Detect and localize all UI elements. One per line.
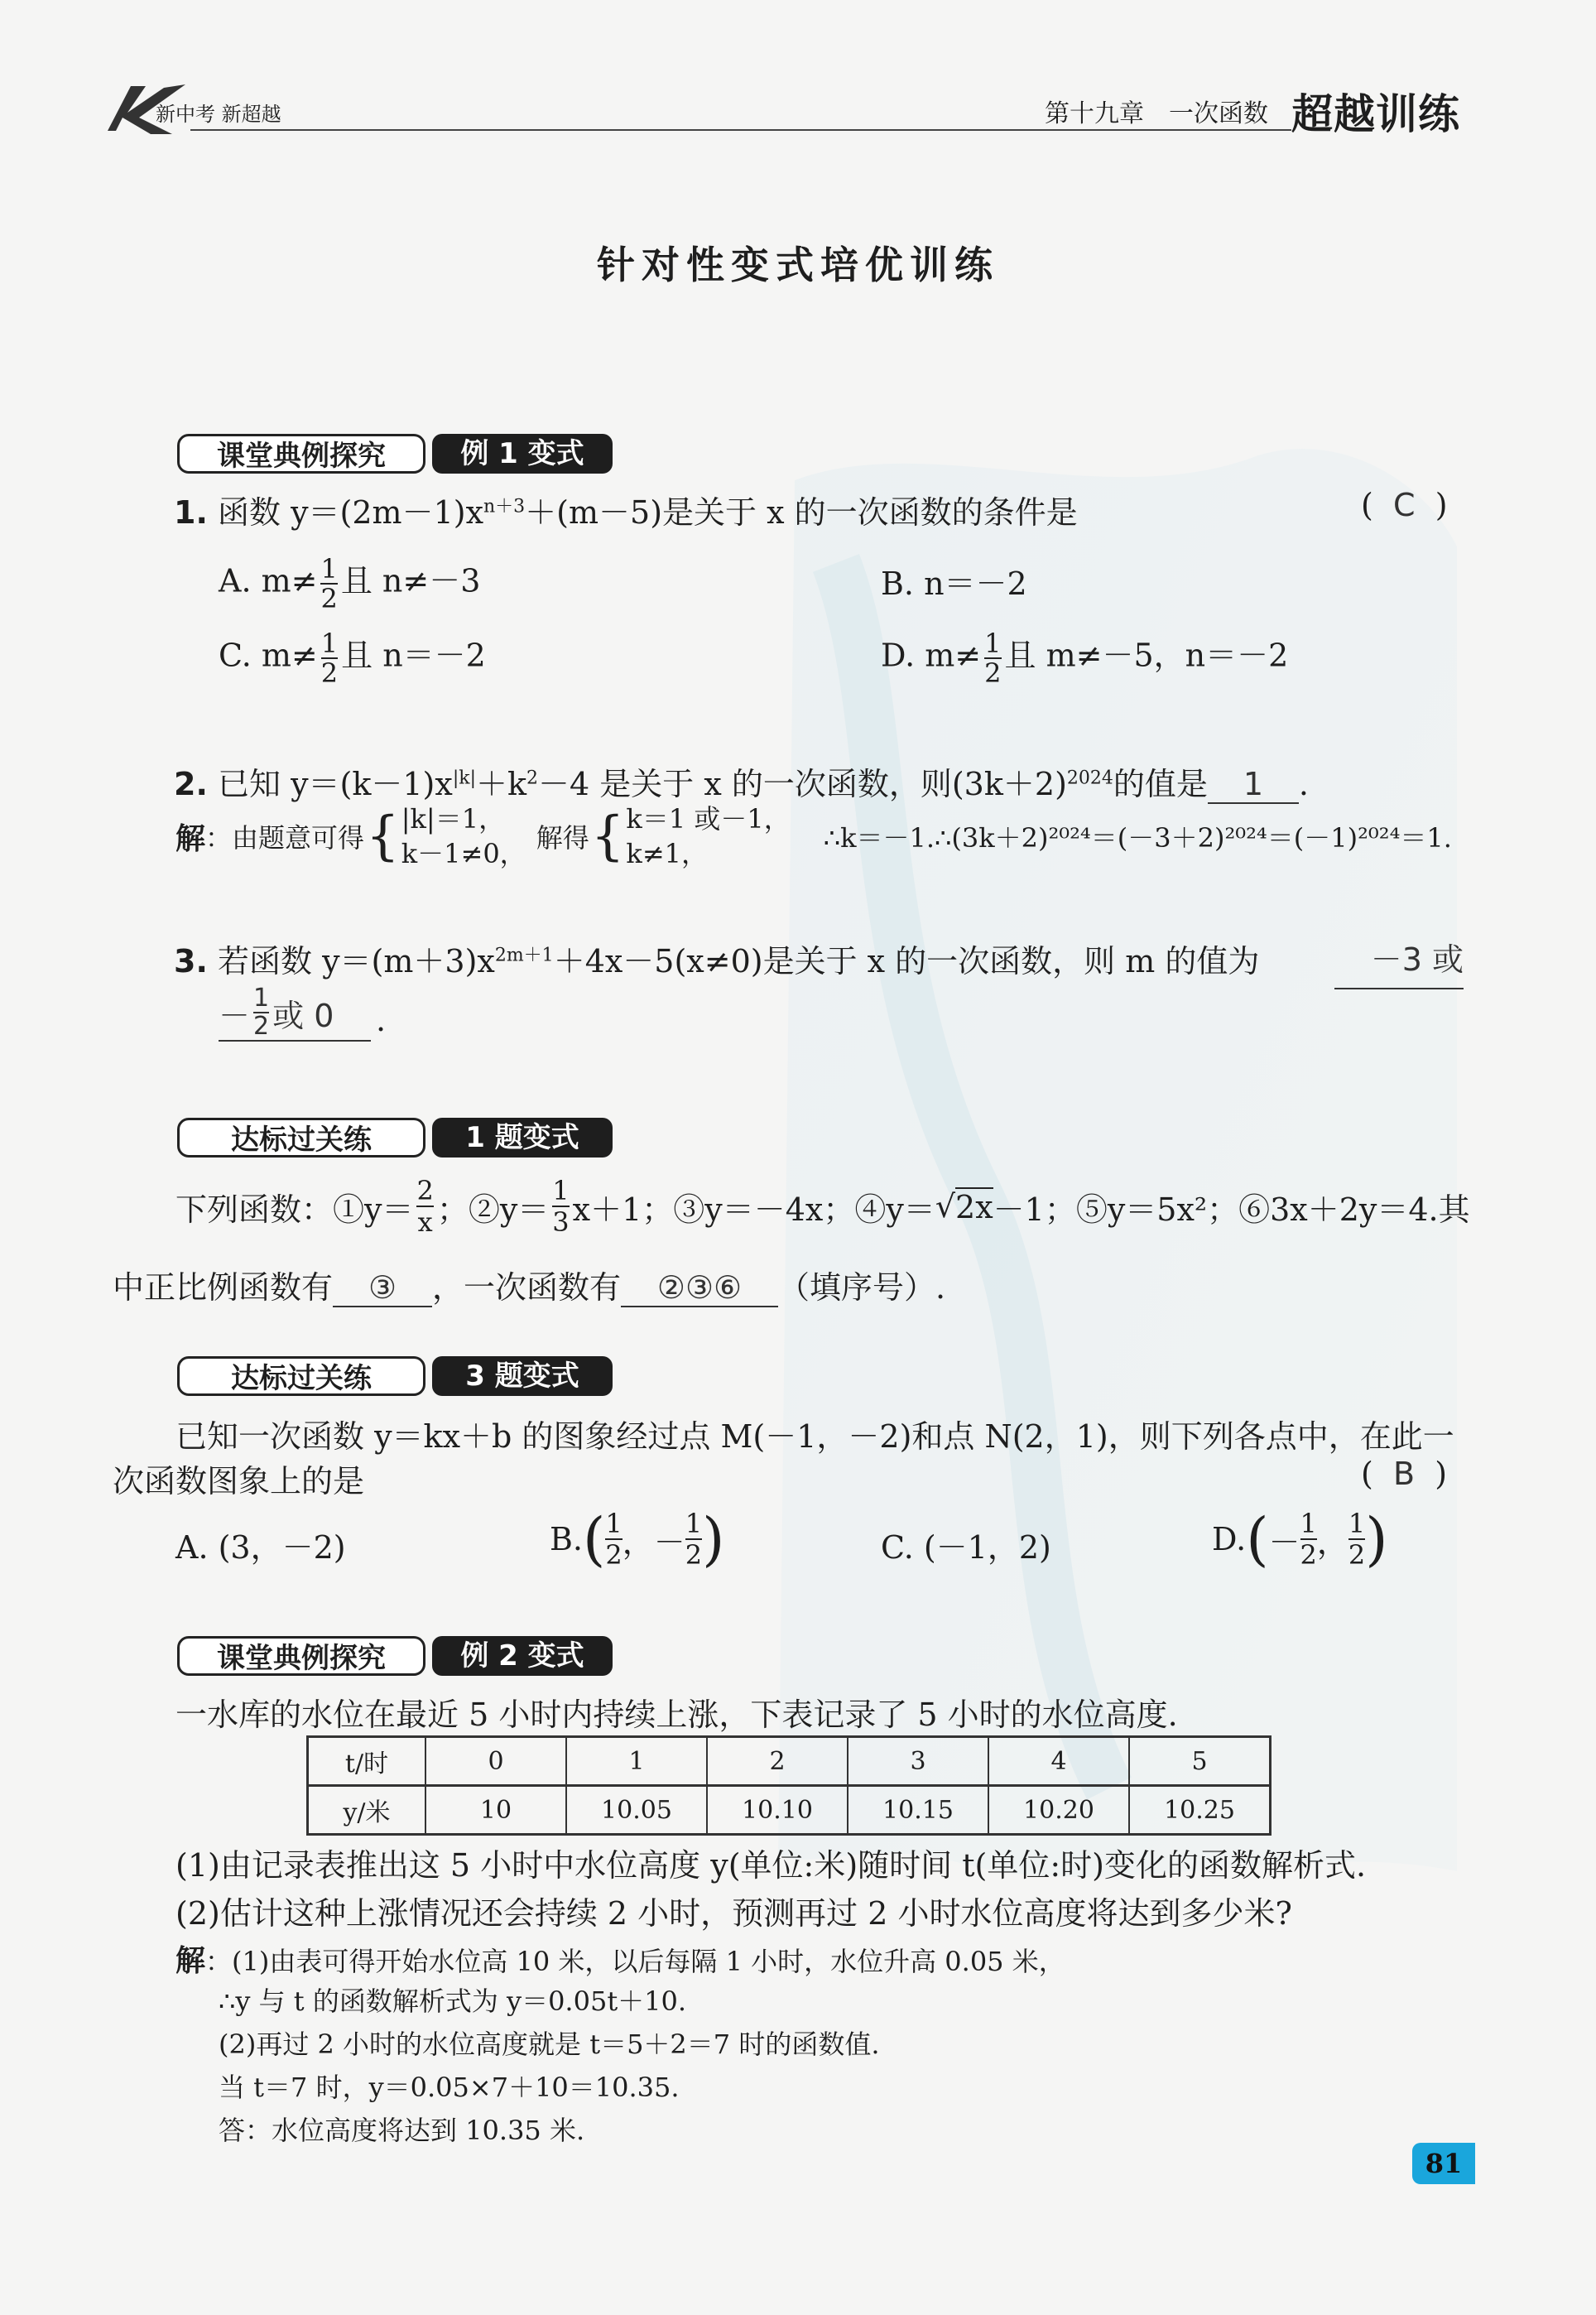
section-sub-tag: 例 2 变式 <box>432 1636 613 1676</box>
section-tag-classroom: 课堂典例探究 <box>177 1636 425 1676</box>
question-1-option-a: A. m≠ $\frac{1}{2}$ 且 n≠－3 <box>219 553 481 614</box>
question-6-solution-2: ∴y 与 t 的函数解析式为 y＝0.05t＋10. <box>219 1985 687 2017</box>
table-cell: 0 <box>425 1737 566 1786</box>
question-5-option-b: B. ( 1 2 ，－ 1 2 ) <box>550 1505 725 1573</box>
section-sub-tag: 例 1 变式 <box>432 434 613 474</box>
question-2-answer: 1 <box>1208 766 1299 804</box>
question-6-part2: (2)估计这种上涨情况还会持续 2 小时，预测再过 2 小时水位高度将达到多少米? <box>175 1895 1292 1932</box>
question-6-intro: 一水库的水位在最近 5 小时内持续上涨，下表记录了 5 小时的水位高度. <box>175 1697 1178 1733</box>
table-cell: 4 <box>988 1737 1129 1786</box>
table-cell: 10 <box>425 1786 566 1835</box>
question-5-line2: 次函数图象上的是 <box>113 1463 365 1499</box>
question-4-answer-2: ②③⑥ <box>621 1269 778 1307</box>
question-6-solution-5: 答：水位高度将达到 10.35 米. <box>219 2115 585 2146</box>
header-brand: 新中考 新超越 <box>156 103 281 126</box>
question-1-stem: 1. 函数 $y=(2m-1)x^{n+3}+(m-5)$是关于 x 的一次函数的条件是 <box>174 494 1078 531</box>
table-cell: 10.20 <box>988 1786 1129 1835</box>
question-2-stem: 2. 已知 $y=(k-1)x^{|k|}+k^2-4$ 是关于 x 的一次函数，则$(3k+2)^{2024}$的值是 1 . <box>174 766 1310 802</box>
water-level-table <box>306 1735 1272 1836</box>
table-cell: 10.05 <box>566 1786 707 1835</box>
question-6-solution-1: 解：(1)由表可得开始水位高 10 米，以后每隔 1 小时，水位升高 0.05 米， <box>175 1944 1065 1978</box>
table-cell: 5 <box>1129 1737 1271 1786</box>
question-1-answer: ( C ) <box>1361 487 1448 523</box>
header-chapter: 第十九章 一次函数 <box>1045 99 1268 128</box>
question-5-option-c: C. (－1，2) <box>881 1529 1051 1566</box>
question-6-solution-3: (2)再过 2 小时的水位高度就是 t＝5＋2＝7 时的函数值. <box>219 2029 880 2060</box>
section-sub-tag: 1 题变式 <box>432 1118 613 1158</box>
question-4-line1: 下列函数：①y＝ 2 x ；②y＝ 1 3 x＋1；③y＝－4x；④y＝ √ 2x －1；⑤y＝5x²；⑥3x＋2y＝4.其 <box>175 1175 1470 1238</box>
table-cell: t/时 <box>308 1737 426 1786</box>
table-cell: 10.15 <box>848 1786 988 1835</box>
section-sub-tag: 3 题变式 <box>432 1356 613 1396</box>
table-row <box>308 1737 1271 1786</box>
table-cell: 2 <box>707 1737 848 1786</box>
question-3-answer-line1: －3 或 <box>1334 934 1464 989</box>
question-2-solution: 解 ：由题意可得 { |k|＝1， k－1≠0， 解得 { k＝1 或－1， k≠1， ∴k＝－1.∴(3k＋2)²⁰²⁴＝(－3＋2)²⁰²⁴＝(－1)²⁰²⁴＝1. <box>175 803 1452 869</box>
question-5-option-a: A. (3，－2) <box>175 1529 346 1566</box>
question-3-stem: 3. 若函数 $y=(m+3)x^{2m+1}+4x-5(x\ne 0)$是关于 x 的一次函数，则 m 的值为 <box>174 943 1260 979</box>
question-5-line1: 已知一次函数 y＝kx＋b 的图象经过点 M(－1，－2)和点 N(2，1)，则下列各点中，在此一 <box>175 1418 1454 1455</box>
question-3-answer-line2: － 1 2 或 0 <box>219 985 371 1042</box>
question-1-option-c: C. m≠ $\frac{1}{2}$ 且 n＝－2 <box>219 628 486 689</box>
question-4-line2: 中正比例函数有 ③ ，一次函数有 ②③⑥ （填序号）. <box>113 1269 946 1306</box>
table-cell: 3 <box>848 1737 988 1786</box>
table-cell: 10.25 <box>1129 1786 1271 1835</box>
table-cell: 1 <box>566 1737 707 1786</box>
question-1-option-d: D. m≠ $\frac{1}{2}$ 且 m≠－5，n＝－2 <box>881 628 1289 689</box>
header-series: 超越训练 <box>1291 90 1460 138</box>
question-3-period: . <box>376 1002 387 1038</box>
question-6-part1: (1)由记录表推出这 5 小时中水位高度 y(单位:米)随时间 t(单位:时)变化的函数解析式. <box>175 1847 1367 1884</box>
table-row <box>308 1786 1271 1835</box>
page-title: 针对性变式培优训练 <box>597 243 999 287</box>
question-4-answer-1: ③ <box>333 1269 432 1307</box>
section-tag-practice: 达标过关练 <box>177 1118 425 1158</box>
question-5-option-d: D. ( － 1 2 ， 1 2 ) <box>1212 1505 1388 1573</box>
question-5-answer: ( B ) <box>1361 1456 1448 1492</box>
section-tag-practice: 达标过关练 <box>177 1356 425 1396</box>
page-number: 81 <box>1412 2143 1475 2184</box>
question-1-option-b: B. n＝－2 <box>881 566 1027 602</box>
table-cell: y/米 <box>308 1786 426 1835</box>
section-tag-classroom: 课堂典例探究 <box>177 434 425 474</box>
table-cell: 10.10 <box>707 1786 848 1835</box>
header-rule <box>190 129 1291 131</box>
question-6-solution-4: 当 t＝7 时，y＝0.05×7＋10＝10.35. <box>219 2072 680 2103</box>
